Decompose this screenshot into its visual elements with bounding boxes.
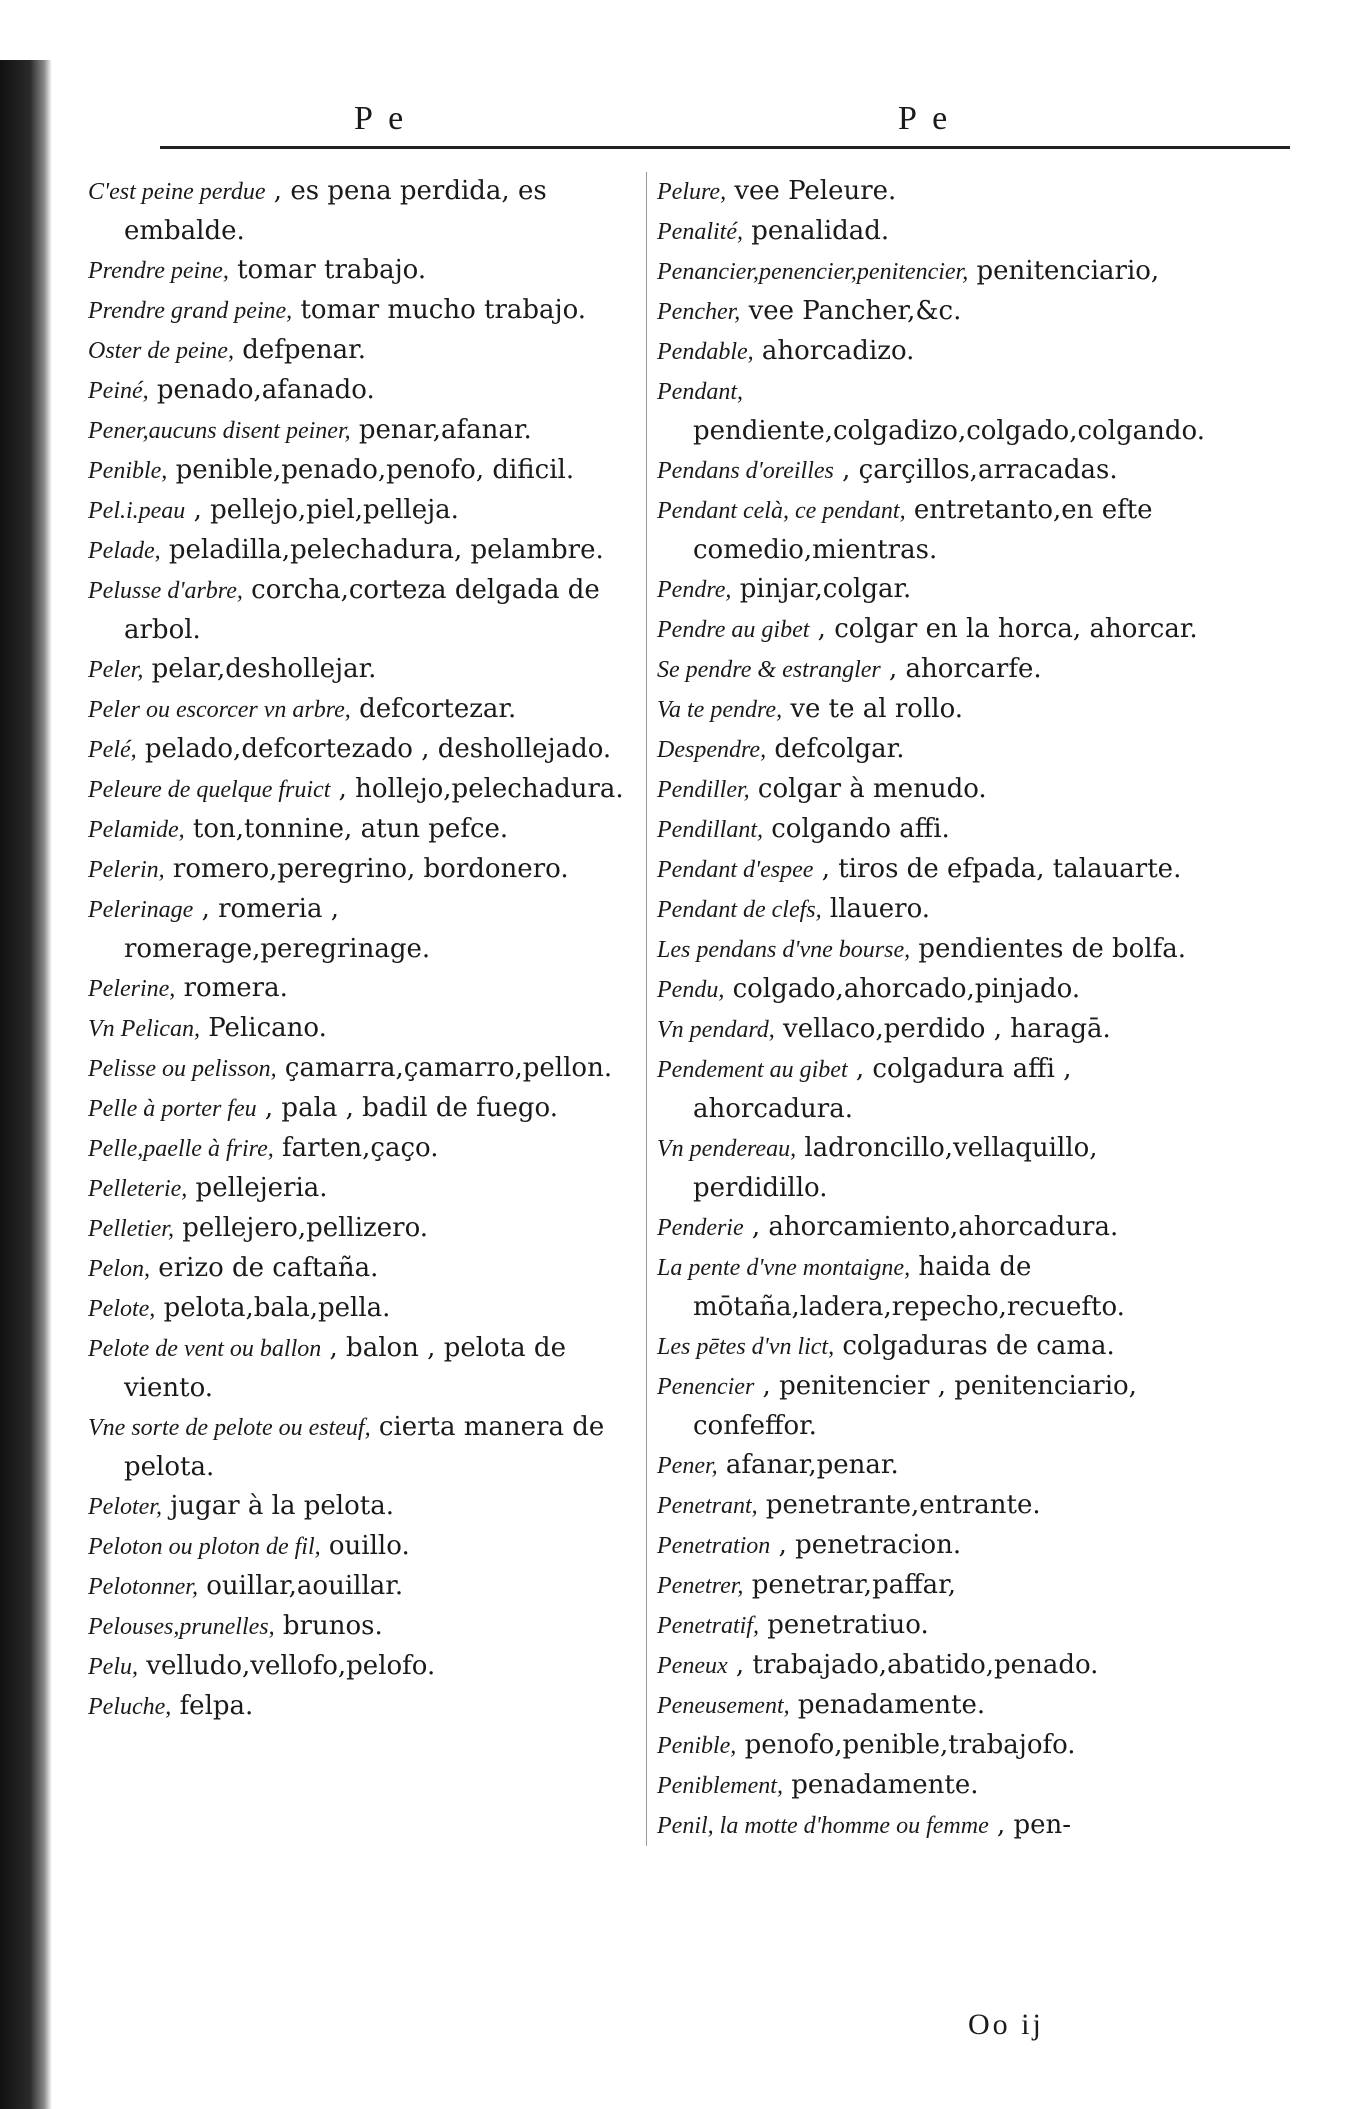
entry-headword: Pelleterie, bbox=[88, 1176, 188, 1202]
dictionary-entry bbox=[88, 1487, 648, 1527]
header-left: P e bbox=[354, 100, 408, 137]
scan-margin-top bbox=[0, 0, 1365, 60]
entry-definition: vee Peleure. bbox=[734, 176, 897, 206]
dictionary-entry bbox=[657, 1327, 1237, 1367]
entry-definition: , çarçillos,arracadas. bbox=[842, 455, 1118, 485]
entry-definition: colgar à menudo. bbox=[757, 774, 987, 804]
dictionary-entry bbox=[88, 690, 648, 730]
dictionary-entry bbox=[657, 372, 1237, 451]
entry-definition: romera. bbox=[183, 973, 288, 1003]
dictionary-entry bbox=[657, 292, 1237, 332]
entry-headword: Peler, bbox=[88, 657, 144, 683]
dictionary-entry bbox=[657, 850, 1237, 890]
entry-definition: erizo de caftaña. bbox=[158, 1253, 379, 1283]
entry-definition: farten,çaço. bbox=[281, 1133, 439, 1163]
dictionary-entry bbox=[657, 1646, 1237, 1686]
entry-definition: tomar trabajo. bbox=[237, 255, 427, 285]
dictionary-entry bbox=[657, 1766, 1237, 1806]
entry-headword: Pendant d'espee bbox=[657, 857, 814, 883]
entry-definition: penetrante,entrante. bbox=[765, 1490, 1041, 1520]
entry-headword: Pelon, bbox=[88, 1256, 150, 1282]
dictionary-entry bbox=[657, 650, 1237, 690]
entry-definition: pellejeria. bbox=[195, 1173, 328, 1203]
entry-headword: Pelotonner, bbox=[88, 1574, 198, 1600]
entry-definition: defcolgar. bbox=[774, 734, 905, 764]
entry-headword: Pelure, bbox=[657, 179, 727, 205]
entry-headword: Penetration bbox=[657, 1533, 771, 1559]
entry-definition: , pen- bbox=[997, 1810, 1072, 1840]
entry-headword: Pencher, bbox=[657, 299, 741, 325]
entry-definition: tomar mucho trabajo. bbox=[300, 295, 587, 325]
entry-headword: Se pendre & estrangler bbox=[657, 657, 881, 683]
dictionary-entry bbox=[88, 571, 648, 650]
entry-definition: penadamente. bbox=[791, 1770, 979, 1800]
entry-definition: defcortezar. bbox=[359, 694, 517, 724]
entry-definition: penitenciario, bbox=[976, 256, 1160, 286]
entry-headword: Les pendans d'vne bourse, bbox=[657, 937, 911, 963]
entry-headword: Prendre grand peine, bbox=[88, 298, 293, 324]
dictionary-entry bbox=[657, 690, 1237, 730]
entry-definition: , romeria , romerage,peregrinage. bbox=[124, 894, 431, 964]
entry-headword: Penalité, bbox=[657, 219, 743, 245]
dictionary-entry bbox=[657, 1129, 1237, 1208]
entry-headword: Pelamide, bbox=[88, 817, 185, 843]
dictionary-entry bbox=[88, 1329, 648, 1408]
entry-definition: ve te al rollo. bbox=[790, 694, 964, 724]
entry-headword: Pelisse ou pelisson, bbox=[88, 1056, 277, 1082]
dictionary-entry bbox=[88, 1289, 648, 1329]
dictionary-entry bbox=[657, 570, 1237, 610]
entry-headword: Pener,aucuns disent peiner, bbox=[88, 418, 351, 444]
entry-headword: Oster de peine, bbox=[88, 338, 234, 364]
dictionary-entry bbox=[88, 1607, 648, 1647]
header-rule bbox=[160, 146, 1290, 149]
dictionary-entry bbox=[657, 172, 1237, 212]
dictionary-entry bbox=[88, 810, 648, 850]
dictionary-entry bbox=[88, 1687, 648, 1727]
entry-headword: La pente d'vne montaigne, bbox=[657, 1255, 911, 1281]
entry-headword: Peler ou escorcer vn arbre, bbox=[88, 697, 351, 723]
entry-definition: colgaduras de cama. bbox=[842, 1331, 1115, 1361]
entry-headword: Prendre peine, bbox=[88, 258, 229, 284]
dictionary-entry bbox=[88, 1129, 648, 1169]
entry-headword: Pel.i.peau bbox=[88, 498, 186, 524]
entry-definition: , tiros de efpada, talauarte. bbox=[821, 854, 1182, 884]
dictionary-entry bbox=[657, 212, 1237, 252]
entry-definition: pellejero,pellizero. bbox=[182, 1213, 429, 1243]
entry-headword: Penancier,penencier,penitencier, bbox=[657, 259, 969, 285]
dictionary-entry bbox=[88, 1249, 648, 1289]
entry-definition: penar,afanar. bbox=[358, 415, 532, 445]
entry-definition: cierta manera de pelota. bbox=[124, 1412, 605, 1482]
entry-headword: Pelote, bbox=[88, 1296, 156, 1322]
entry-headword: Pendans d'oreilles bbox=[657, 458, 834, 484]
entry-headword: Penencier bbox=[657, 1374, 755, 1400]
dictionary-entry bbox=[657, 890, 1237, 930]
entry-headword: Pendiller, bbox=[657, 777, 750, 803]
entry-headword: Pendant de clefs, bbox=[657, 897, 822, 923]
entry-definition: romero,peregrino, bordonero. bbox=[172, 854, 569, 884]
entry-definition: , ahorcarfe. bbox=[889, 654, 1042, 684]
dictionary-entry bbox=[88, 451, 648, 491]
entry-headword: Pelerine, bbox=[88, 976, 176, 1002]
dictionary-entry bbox=[88, 371, 648, 411]
entry-headword: Pelé, bbox=[88, 737, 137, 763]
entry-headword: Peleure de quelque fruict bbox=[88, 777, 331, 803]
entry-definition: , colgar en la horca, ahorcar. bbox=[817, 614, 1198, 644]
dictionary-entry bbox=[657, 810, 1237, 850]
entry-headword: Pelle,paelle à frire, bbox=[88, 1136, 274, 1162]
entry-definition: , pala , badil de fuego. bbox=[264, 1093, 559, 1123]
dictionary-entry bbox=[88, 770, 648, 810]
entry-headword: Peneux bbox=[657, 1653, 728, 1679]
entry-headword: Pelerinage bbox=[88, 897, 194, 923]
entry-headword: Pendant celà, ce pendant, bbox=[657, 498, 906, 524]
running-header bbox=[60, 100, 1300, 160]
scan-binding-edge bbox=[0, 60, 52, 2109]
dictionary-entry bbox=[88, 491, 648, 531]
entry-headword: Peniblement, bbox=[657, 1773, 783, 1799]
entry-definition: , hollejo,pelechadura. bbox=[338, 774, 624, 804]
entry-definition: defpenar. bbox=[242, 335, 367, 365]
dictionary-entry bbox=[657, 1446, 1237, 1486]
entry-headword: Penetratif, bbox=[657, 1613, 759, 1639]
dictionary-entry bbox=[88, 1527, 648, 1567]
dictionary-entry bbox=[88, 1049, 648, 1089]
entry-definition: penofo,penible,trabajofo. bbox=[744, 1730, 1076, 1760]
dictionary-entry bbox=[88, 1009, 648, 1049]
entry-definition: penetrar,paffar, bbox=[751, 1570, 957, 1600]
entry-headword: C'est peine perdue bbox=[88, 179, 266, 205]
dictionary-entry bbox=[88, 1567, 648, 1607]
entry-definition: jugar à la pelota. bbox=[170, 1491, 394, 1521]
entry-headword: Penetrant, bbox=[657, 1493, 758, 1519]
entry-headword: Penil, la motte d'homme ou femme bbox=[657, 1813, 989, 1839]
entry-definition: , ahorcamiento,ahorcadura. bbox=[751, 1212, 1119, 1242]
dictionary-entry bbox=[657, 930, 1237, 970]
dictionary-entry bbox=[657, 332, 1237, 372]
dictionary-entry bbox=[657, 610, 1237, 650]
dictionary-entry bbox=[657, 1010, 1237, 1050]
dictionary-entry bbox=[657, 1486, 1237, 1526]
dictionary-entry bbox=[88, 291, 648, 331]
entry-definition: haida de mōtaña,ladera,repecho,recuefto. bbox=[693, 1252, 1125, 1322]
entry-definition: , es pena perdida, es embalde. bbox=[124, 176, 547, 246]
dictionary-entry bbox=[88, 411, 648, 451]
entry-headword: Peneusement, bbox=[657, 1693, 790, 1719]
dictionary-entry bbox=[657, 1726, 1237, 1766]
dictionary-entry bbox=[657, 1050, 1237, 1129]
dictionary-entry bbox=[657, 970, 1237, 1010]
entry-headword: Pener, bbox=[657, 1453, 718, 1479]
entry-definition: , penitencier , penitenciario, confeffor. bbox=[693, 1371, 1137, 1441]
entry-definition: brunos. bbox=[282, 1611, 383, 1641]
entry-headword: Pelu, bbox=[88, 1654, 138, 1680]
entry-headword: Pendant, bbox=[657, 379, 743, 405]
entry-headword: Penible, bbox=[657, 1733, 737, 1759]
entry-definition: ouillar,aouillar. bbox=[206, 1571, 404, 1601]
entry-headword: Despendre, bbox=[657, 737, 767, 763]
entry-definition: pendiente,colgadizo,colgado,colgando. bbox=[693, 416, 1205, 446]
entry-definition: entretanto,en efte comedio,mientras. bbox=[693, 495, 1153, 565]
dictionary-entry bbox=[88, 890, 648, 969]
dictionary-entry bbox=[657, 1566, 1237, 1606]
left-column bbox=[88, 172, 648, 1727]
entry-definition: , balon , pelota de viento. bbox=[124, 1333, 566, 1403]
entry-definition: vee Pancher,&c. bbox=[748, 296, 962, 326]
entry-definition: penetratiuo. bbox=[767, 1610, 929, 1640]
dictionary-entry bbox=[88, 969, 648, 1009]
dictionary-entry bbox=[657, 252, 1237, 292]
entry-definition: penadamente. bbox=[797, 1690, 986, 1720]
entry-headword: Pelade, bbox=[88, 538, 161, 564]
dictionary-entry bbox=[88, 730, 648, 770]
entry-headword: Les pētes d'vn lict, bbox=[657, 1334, 835, 1360]
entry-definition: ton,tonnine, atun pefce. bbox=[192, 814, 509, 844]
entry-headword: Pelerin, bbox=[88, 857, 165, 883]
entry-headword: Pelle à porter feu bbox=[88, 1096, 257, 1122]
entry-headword: Penetrer, bbox=[657, 1573, 744, 1599]
dictionary-entry bbox=[88, 1169, 648, 1209]
entry-headword: Va te pendre, bbox=[657, 697, 783, 723]
dictionary-page bbox=[60, 60, 1300, 2060]
dictionary-entry bbox=[657, 1208, 1237, 1248]
signature-mark: Oo ij bbox=[968, 2008, 1044, 2041]
entry-definition: pelar,deshollejar. bbox=[151, 654, 377, 684]
entry-headword: Pendre, bbox=[657, 577, 732, 603]
dictionary-entry bbox=[657, 1526, 1237, 1566]
entry-headword: Pendement au gibet bbox=[657, 1057, 848, 1083]
entry-headword: Peloter, bbox=[88, 1494, 162, 1520]
dictionary-entry bbox=[657, 451, 1237, 491]
entry-headword: Vne sorte de pelote ou esteuf, bbox=[88, 1415, 371, 1441]
entry-definition: pelado,defcortezado , deshollejado. bbox=[144, 734, 612, 764]
entry-definition: , trabajado,abatido,penado. bbox=[735, 1650, 1099, 1680]
header-right: P e bbox=[898, 100, 952, 137]
entry-headword: Pelusse d'arbre, bbox=[88, 578, 243, 604]
dictionary-entry bbox=[657, 1248, 1237, 1327]
entry-headword: Penible, bbox=[88, 458, 168, 484]
entry-headword: Vn Pelican, bbox=[88, 1016, 200, 1042]
dictionary-entry bbox=[657, 1686, 1237, 1726]
entry-definition: ahorcadizo. bbox=[761, 336, 915, 366]
entry-definition: felpa. bbox=[179, 1691, 254, 1721]
entry-headword: Pendu, bbox=[657, 977, 725, 1003]
entry-definition: penalidad. bbox=[751, 216, 890, 246]
entry-definition: afanar,penar. bbox=[725, 1450, 899, 1480]
dictionary-entry bbox=[88, 1089, 648, 1129]
entry-definition: penible,penado,penofo, dificil. bbox=[175, 455, 575, 485]
entry-definition: , pellejo,piel,pelleja. bbox=[193, 495, 459, 525]
entry-headword: Peloton ou ploton de fil, bbox=[88, 1534, 321, 1560]
dictionary-entry bbox=[657, 1806, 1237, 1846]
dictionary-entry bbox=[88, 650, 648, 690]
dictionary-entry bbox=[657, 1367, 1237, 1446]
entry-definition: pendientes de bolfa. bbox=[918, 934, 1186, 964]
entry-definition: llauero. bbox=[829, 894, 931, 924]
entry-definition: çamarra,çamarro,pellon. bbox=[284, 1053, 613, 1083]
entry-definition: penado,afanado. bbox=[156, 375, 375, 405]
entry-definition: , colgadura affi , ahorcadura. bbox=[693, 1054, 1072, 1124]
right-column bbox=[646, 172, 1237, 1846]
dictionary-entry bbox=[657, 491, 1237, 570]
entry-headword: Pelote de vent ou ballon bbox=[88, 1336, 322, 1362]
dictionary-entry bbox=[88, 172, 648, 251]
dictionary-entry bbox=[657, 730, 1237, 770]
entry-headword: Vn pendereau, bbox=[657, 1136, 797, 1162]
entry-headword: Pelletier, bbox=[88, 1216, 174, 1242]
dictionary-entry bbox=[88, 251, 648, 291]
entry-definition: pinjar,colgar. bbox=[739, 574, 912, 604]
dictionary-entry bbox=[88, 331, 648, 371]
entry-headword: Pendillant, bbox=[657, 817, 763, 843]
entry-definition: velludo,vellofo,pelofo. bbox=[146, 1651, 436, 1681]
entry-definition: corcha,corteza delgada de arbol. bbox=[124, 575, 600, 645]
entry-definition: peladilla,pelechadura, pelambre. bbox=[168, 535, 604, 565]
entry-definition: vellaco,perdido , haragā. bbox=[783, 1014, 1111, 1044]
entry-definition: , penetracion. bbox=[778, 1530, 962, 1560]
dictionary-entry bbox=[657, 1606, 1237, 1646]
dictionary-entry bbox=[88, 850, 648, 890]
entry-headword: Vn pendard, bbox=[657, 1017, 775, 1043]
dictionary-entry bbox=[88, 1408, 648, 1487]
entry-definition: colgando affi. bbox=[771, 814, 950, 844]
entry-definition: ladroncillo,vellaquillo, perdidillo. bbox=[693, 1133, 1098, 1203]
entry-headword: Peluche, bbox=[88, 1694, 172, 1720]
dictionary-entry bbox=[657, 770, 1237, 810]
entry-headword: Peiné, bbox=[88, 378, 149, 404]
entry-headword: Penderie bbox=[657, 1215, 744, 1241]
entry-definition: ouillo. bbox=[328, 1531, 410, 1561]
dictionary-entry bbox=[88, 1647, 648, 1687]
entry-headword: Pendable, bbox=[657, 339, 754, 365]
entry-headword: Pelouses,prunelles, bbox=[88, 1614, 275, 1640]
entry-definition: Pelicano. bbox=[208, 1013, 327, 1043]
entry-headword: Pendre au gibet bbox=[657, 617, 810, 643]
entry-definition: pelota,bala,pella. bbox=[163, 1293, 391, 1323]
entry-definition: colgado,ahorcado,pinjado. bbox=[732, 974, 1081, 1004]
dictionary-entry bbox=[88, 1209, 648, 1249]
dictionary-entry bbox=[88, 531, 648, 571]
